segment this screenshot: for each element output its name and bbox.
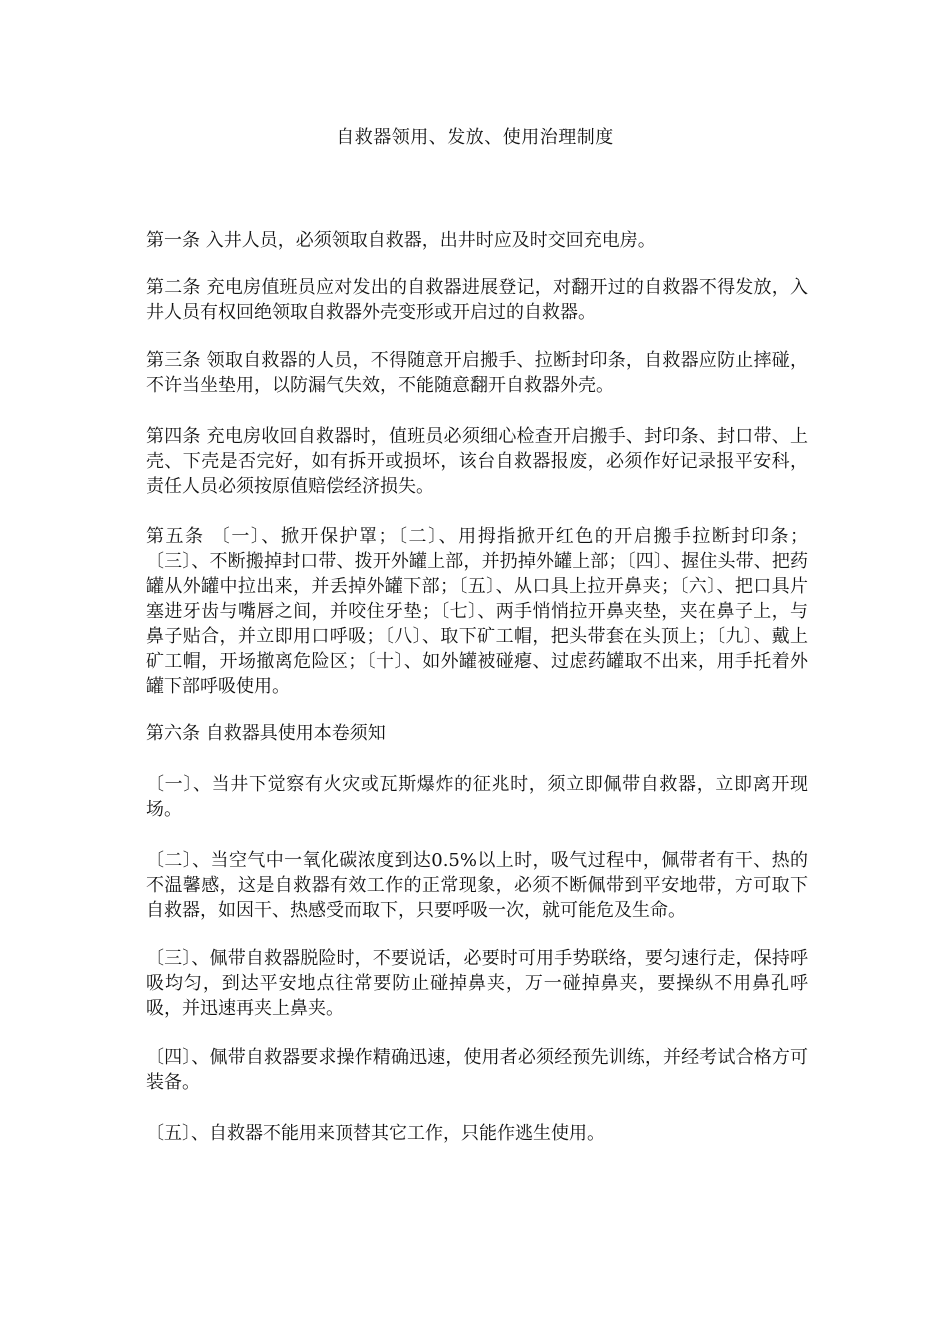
article-1: 第一条 入井人员，必须领取自救器，出井时应及时交回充电房。 (146, 230, 656, 251)
notice-item-2: 〔二〕、当空气中一氧化碳浓度到达0.5%以上时，吸气过程中，佩带者有干、热的不温馨感，这是自救器有效工作的正常现象，必须不断佩带到平安地带，方可取下自救器，如因干、热感受而取下，只要呼吸一次，就可能危及生命。 (146, 850, 808, 921)
article-3: 第三条 领取自救器的人员，不得随意开启搬手、拉断封印条，自救器应防止摔碰，不许当坐垫用，以防漏气失效，不能随意翻开自救器外壳。 (146, 350, 808, 396)
article-4: 第四条 充电房收回自救器时，值班员必须细心检查开启搬手、封印条、封口带、上壳、下壳是否完好，如有拆开或损坏，该台自救器报废，必须作好记录报平安科，责任人员必须按原值赔偿经济损失。 (146, 426, 808, 497)
article-5: 第五条 〔一〕、掀开保护罩；〔二〕、用拇指掀开红色的开启搬手拉断封印条；〔三〕、不断搬掉封口带、拨开外罐上部，并扔掉外罐上部；〔四〕、握住头带、把药罐从外罐中拉出来，并丢掉外罐下部；〔五〕、从口具上拉开鼻夹；〔六〕、把口具片塞进牙齿与嘴唇之间，并咬住牙垫；〔七〕、两手悄悄拉开鼻夹垫，夹在鼻子上，与鼻子贴合，并立即用口呼吸；〔八〕、取下矿工帽，把头带套在头顶上；〔九〕、戴上矿工帽，开场撤离危险区；〔十〕、如外罐被碰瘪、过虑药罐取不出来，用手托着外罐下部呼吸使用。 (146, 526, 808, 697)
article-6-heading: 第六条 自救器具使用本卷须知 (146, 723, 386, 744)
notice-item-5: 〔五〕、自救器不能用来顶替其它工作，只能作逃生使用。 (146, 1123, 605, 1144)
document-title: 自救器领用、发放、使用治理制度 (336, 127, 614, 148)
article-2: 第二条 充电房值班员应对发出的自救器进展登记，对翻开过的自救器不得发放，入井人员有权回绝领取自救器外壳变形或开启过的自救器。 (146, 277, 808, 323)
notice-item-1: 〔一〕、当井下觉察有火灾或瓦斯爆炸的征兆时，须立即佩带自救器，立即离开现场。 (146, 774, 808, 820)
notice-item-4: 〔四〕、佩带自救器要求操作精确迅速，使用者必须经预先训练，并经考试合格方可装备。 (146, 1047, 808, 1093)
notice-item-3: 〔三〕、佩带自救器脱险时，不要说话，必要时可用手势联络，要匀速行走，保持呼吸均匀，到达平安地点往常要防止碰掉鼻夹，万一碰掉鼻夹，要操纵不用鼻孔呼吸，并迅速再夹上鼻夹。 (146, 948, 808, 1019)
